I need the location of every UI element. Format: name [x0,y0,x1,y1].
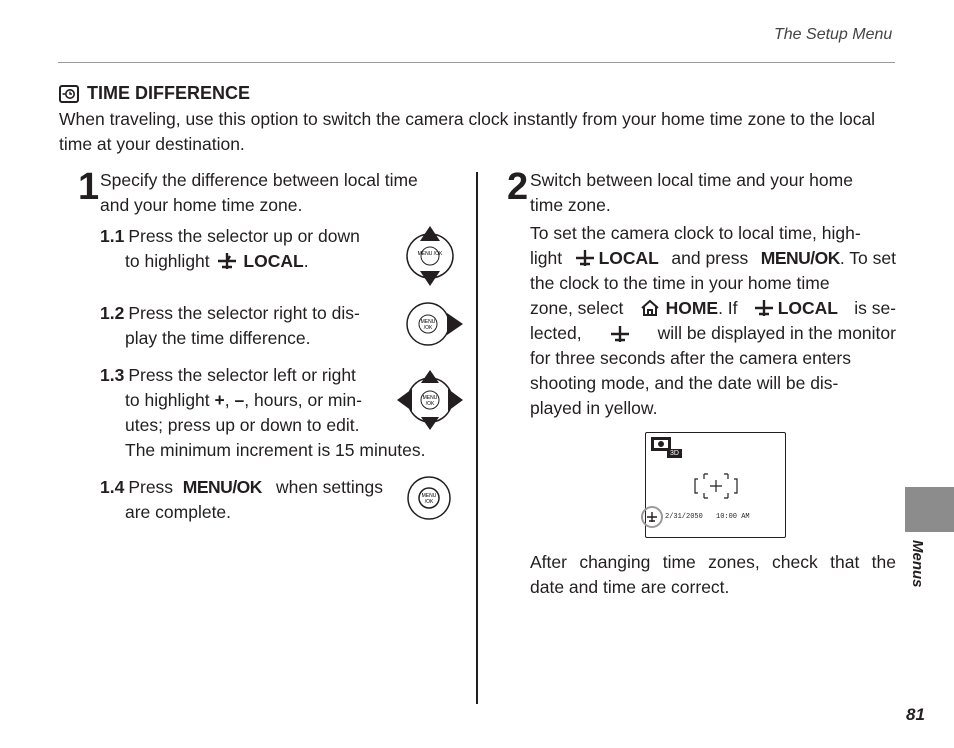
step-2-body [530,221,896,421]
step-1-number: 1 [78,166,100,208]
step-2-number: 2 [507,166,529,208]
substep-text: utes; press up or down to edit. [125,415,360,435]
page-number: 81 [906,705,925,724]
body-line: To set the camera clock to local time, high- [530,223,861,243]
local-keyword: LOCAL [598,248,659,268]
step-2-heading-line-2: time zone. [530,195,611,215]
substep-text: Press the selector up or down [128,226,360,246]
section-title [59,83,250,104]
substep-text: Press the selector left or right [128,365,356,385]
substep-text: , hours, or min- [244,390,362,410]
body-text: . To set [839,248,896,268]
svg-text:MENU: MENU [422,395,438,401]
step-1-heading-line-2: and your home time zone. [100,195,303,215]
svg-text:MENU /OK: MENU /OK [417,251,443,257]
svg-text:/OK: /OK [425,401,435,407]
section-tab [905,487,954,532]
minus-sign: – [234,390,245,410]
substep-1-2 [100,301,383,351]
substep-number: 1.3 [100,365,125,385]
substep-text: when settings [275,477,383,497]
airplane-icon [754,300,774,316]
body-text: zone, select [530,298,624,318]
lcd-date: 2/31/2050 [665,513,703,521]
substep-text: are complete. [125,502,232,522]
plus-sign: + [214,390,225,410]
svg-text:/OK: /OK [424,499,434,505]
body-line: After changing time zones, check that the [530,552,896,572]
airplane-icon [646,512,658,522]
body-line: played in yellow. [530,398,658,418]
column-divider [476,172,478,704]
body-line: shooting mode, and the date will be dis- [530,373,839,393]
section-title-text: TIME DIFFERENCE [87,83,251,103]
selector-left-right-icon [396,368,464,432]
menu-ok-keyword: MENU/OK [760,248,840,268]
period: . [303,251,309,271]
substep-number: 1.4 [100,477,125,497]
section-tab-label: Menus [909,540,926,588]
local-keyword: LOCAL [777,298,838,318]
after-text [530,550,896,600]
substep-number: 1.1 [100,226,125,246]
running-head: The Setup Menu [774,26,893,43]
substep-text: to highlight [125,251,210,271]
body-line: the clock to the time in your home time [530,273,830,293]
focus-frame-icon [694,473,738,499]
substep-text: Press [128,477,174,497]
svg-text:/OK: /OK [423,325,433,331]
intro-text: When traveling, use this option to switch the camera clock instantly from your home time zone to the local time at your destination. [59,109,876,154]
body-text: is se- [854,298,896,318]
camera-monitor-illustration [645,432,786,538]
substep-1-3 [100,363,446,463]
substep-text: to highlight [125,390,210,410]
step-1-heading-line-1: Specify the difference between local time [100,170,418,190]
home-keyword: HOME [665,298,719,318]
body-line: for three seconds after the camera enters [530,348,851,368]
step-2-heading [530,168,898,218]
3d-badge: 3D [667,449,682,458]
body-text: light [530,248,563,268]
substep-text: play the time difference. [125,328,311,348]
svg-text:MENU: MENU [421,493,437,499]
airplane-icon [610,326,630,342]
substep-number: 1.2 [100,303,125,323]
selector-up-down-icon [401,225,459,287]
airplane-icon [575,250,595,266]
local-keyword: LOCAL [243,251,304,271]
svg-text:MENU: MENU [420,319,436,325]
body-text: will be displayed in the monitor [657,323,896,343]
substep-text: Press the selector right to dis- [128,303,360,323]
airplane-icon [217,253,237,269]
body-text: lected, [530,323,582,343]
lcd-time: 10:00 AM [716,513,750,521]
home-icon [640,299,660,317]
selector-menu-ok-icon [405,475,455,521]
substep-text: The minimum increment is 15 minutes. [125,440,426,460]
substep-1-1 [100,224,383,274]
selector-right-icon [404,300,464,348]
step-2-heading-line-1: Switch between local time and your home [530,170,853,190]
body-line: date and time are correct. [530,577,730,597]
substep-1-4 [100,475,383,525]
body-text: and press [671,248,749,268]
time-difference-icon [59,85,79,103]
header-rule [58,62,895,63]
body-text: . If [718,298,738,318]
menu-ok-keyword: MENU/OK [182,477,262,497]
step-1-heading [100,168,470,218]
comma: , [224,390,230,410]
